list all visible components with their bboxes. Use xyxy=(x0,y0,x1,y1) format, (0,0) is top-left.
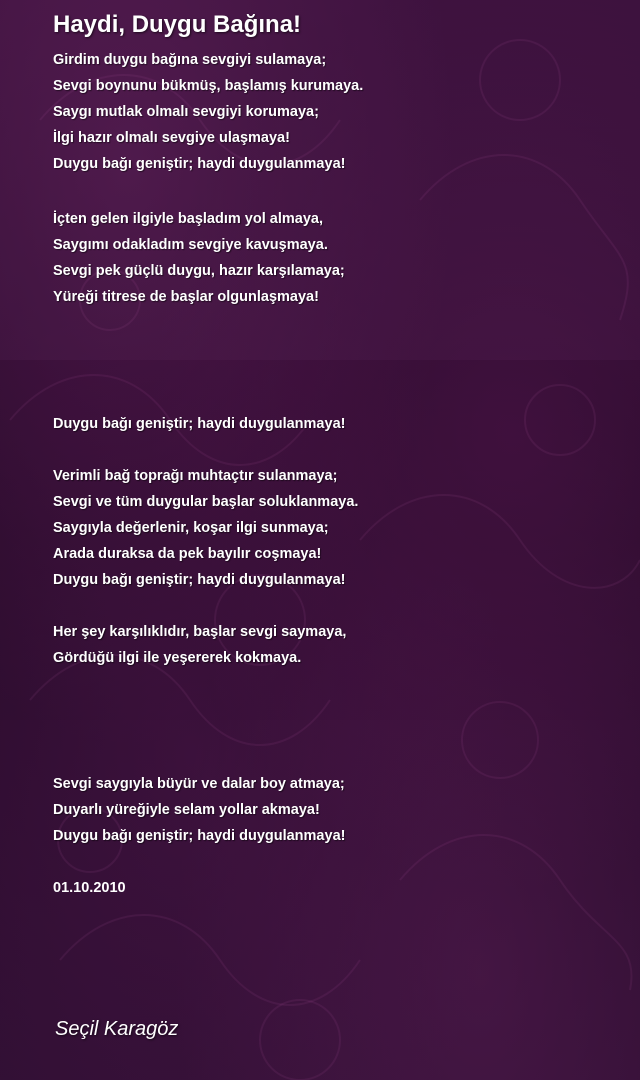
poem-line: Sevgi saygıyla büyür ve dalar boy atmaya; xyxy=(53,776,345,792)
stanza-5 xyxy=(53,619,346,671)
poem-line: Duygu bağı geniştir; haydi duygulanmaya! xyxy=(53,572,346,588)
poem-line: Saygı mutlak olmalı sevgiyi korumaya; xyxy=(53,104,319,120)
stanza-4 xyxy=(53,463,358,593)
stanza-1 xyxy=(53,47,363,177)
poem-line: İlgi hazır olmalı sevgiye ulaşmaya! xyxy=(53,130,290,146)
poem-line: Duyarlı yüreğiyle selam yollar akmaya! xyxy=(53,802,320,818)
poem-author: Seçil Karagöz xyxy=(55,1018,179,1040)
poem-line: Duygu bağı geniştir; haydi duygulanmaya! xyxy=(53,828,346,844)
poem-line: Verimli bağ toprağı muhtaçtır sulanmaya; xyxy=(53,468,338,484)
stanza-6 xyxy=(53,771,345,849)
poem-line: Duygu bağı geniştir; haydi duygulanmaya! xyxy=(53,416,346,432)
stanza-2 xyxy=(53,206,345,310)
poem-line: Yüreği titrese de başlar olgunlaşmaya! xyxy=(53,289,319,305)
poem-line: Her şey karşılıklıdır, başlar sevgi saymaya, xyxy=(53,624,347,640)
poem-title: Haydi, Duygu Bağına! xyxy=(53,11,302,38)
poem-line: Saygıyla değerlenir, koşar ilgi sunmaya; xyxy=(53,520,329,536)
poem-line: Duygu bağı geniştir; haydi duygulanmaya! xyxy=(53,156,346,172)
poem-date: 01.10.2010 xyxy=(53,880,126,896)
stanza-3 xyxy=(53,411,345,437)
poem-line: İçten gelen ilgiyle başladım yol almaya, xyxy=(53,211,323,227)
poem-line: Gördüğü ilgi ile yeşererek kokmaya. xyxy=(53,650,302,666)
poem-line: Sevgi pek güçlü duygu, hazır karşılamaya; xyxy=(53,263,345,279)
poem-line: Saygımı odakladım sevgiye kavuşmaya. xyxy=(53,237,328,253)
poem-line: Sevgi ve tüm duygular başlar soluklanmaya. xyxy=(53,494,359,510)
poem-line: Arada duraksa da pek bayılır coşmaya! xyxy=(53,546,322,562)
poem-line: Girdim duygu bağına sevgiyi sulamaya; xyxy=(53,52,327,68)
poem-line: Sevgi boynunu bükmüş, başlamış kurumaya. xyxy=(53,78,364,94)
